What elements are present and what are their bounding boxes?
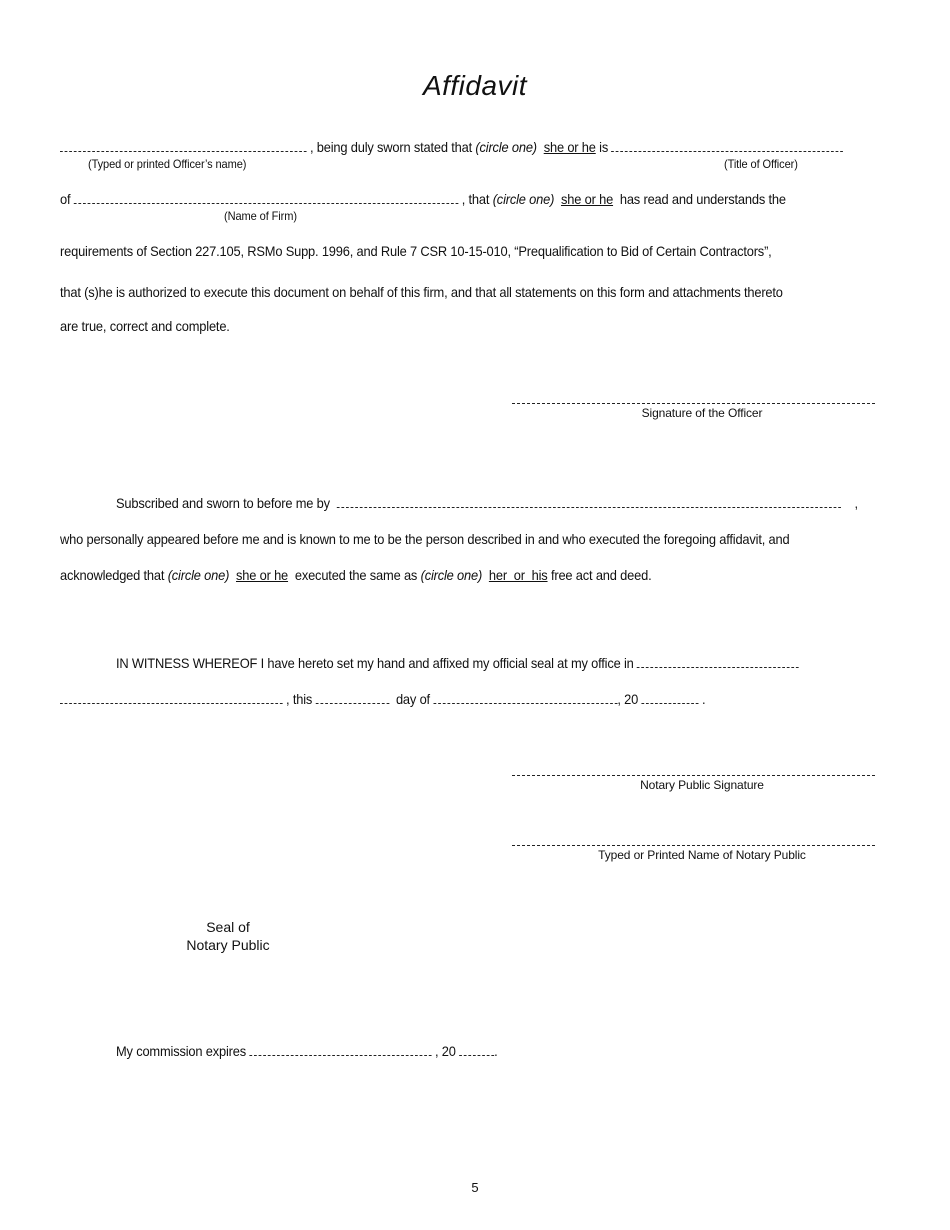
page-title: Affidavit	[422, 70, 528, 101]
notary-signature-label: Notary Public Signature	[640, 778, 764, 792]
officer-title-blank[interactable]	[612, 140, 844, 152]
that-text: , that	[461, 191, 490, 207]
she-or-he-choice[interactable]: she or he	[560, 191, 614, 207]
period-text: .	[701, 691, 706, 707]
is-text: is	[599, 139, 609, 155]
year-prefix-text: , 20	[617, 691, 639, 707]
circle-one-label: (circle one)	[475, 139, 537, 155]
witness-line	[116, 655, 799, 671]
office-location-blank[interactable]	[637, 656, 799, 668]
executed-text: executed the same as	[294, 567, 418, 583]
seal-line-2: Notary Public	[186, 937, 270, 953]
notary-signature-line[interactable]	[512, 775, 875, 776]
she-or-he-choice[interactable]: she or he	[543, 139, 596, 155]
true-correct-line: are true, correct and complete.	[60, 318, 230, 334]
firm-statement-line	[60, 191, 786, 207]
free-act-text: free act and deed.	[550, 567, 652, 583]
her-or-his-choice[interactable]: her or his	[488, 567, 548, 583]
notary-name-line[interactable]	[512, 845, 875, 846]
circle-one-label: (circle one)	[492, 191, 555, 207]
acknowledged-text: acknowledged that	[60, 567, 165, 583]
seal-line-1: Seal of	[206, 919, 250, 935]
subscribed-text: Subscribed and sworn to before me by	[116, 495, 330, 511]
acknowledged-line	[60, 567, 651, 583]
requirements-line: requirements of Section 227.105, RSMo Supp. 1996, and Rule 7 CSR 10-15-010, “Prequalification to Bid of Certain Contractors”,	[60, 243, 772, 259]
witness-text: IN WITNESS WHEREOF I have hereto set my hand and affixed my official seal at my office in	[116, 655, 634, 671]
witness-date-line	[60, 691, 705, 707]
subscribed-by-blank[interactable]	[337, 496, 841, 508]
month-blank[interactable]	[433, 692, 617, 704]
day-of-text: day of	[395, 691, 430, 707]
authorization-line: that (s)he is authorized to execute this document on behalf of this firm, and that all statements on this form and attachments thereto	[60, 284, 783, 300]
comma-text: ,	[854, 495, 858, 511]
period-text: .	[494, 1043, 498, 1059]
notary-name-label: Typed or Printed Name of Notary Public	[598, 848, 806, 862]
year-blank[interactable]	[642, 692, 699, 704]
commission-line	[116, 1043, 497, 1059]
circle-one-label: (circle one)	[420, 567, 483, 583]
officer-name-label: (Typed or printed Officer’s name)	[88, 157, 247, 171]
officer-signature-line[interactable]	[512, 403, 875, 404]
notary-seal-area	[138, 918, 318, 954]
day-blank[interactable]	[316, 692, 390, 704]
of-text: of	[60, 191, 71, 207]
commission-text: My commission expires	[116, 1043, 246, 1059]
page-number: 5	[471, 1180, 479, 1195]
officer-title-label: (Title of Officer)	[724, 157, 798, 171]
subscribed-line	[116, 495, 858, 511]
personally-appeared-line: who personally appeared before me and is known to me to be the person described in and who executed the foregoing affidavit, and	[60, 531, 790, 547]
firm-name-blank[interactable]	[74, 192, 459, 204]
has-read-text: has read and understands the	[619, 191, 786, 207]
commission-year-prefix: , 20	[434, 1043, 456, 1059]
being-sworn-text: , being duly sworn stated that	[309, 139, 473, 155]
this-text: , this	[286, 691, 313, 707]
officer-statement-line	[60, 139, 843, 155]
officer-signature-label: Signature of the Officer	[641, 406, 763, 420]
circle-one-label: (circle one)	[167, 567, 230, 583]
officer-name-blank[interactable]	[60, 140, 307, 152]
she-or-he-choice[interactable]: she or he	[235, 567, 289, 583]
commission-date-blank[interactable]	[249, 1044, 431, 1056]
commission-year-blank[interactable]	[459, 1044, 494, 1056]
firm-name-label: (Name of Firm)	[224, 209, 297, 223]
office-location-continued-blank[interactable]	[60, 692, 283, 704]
